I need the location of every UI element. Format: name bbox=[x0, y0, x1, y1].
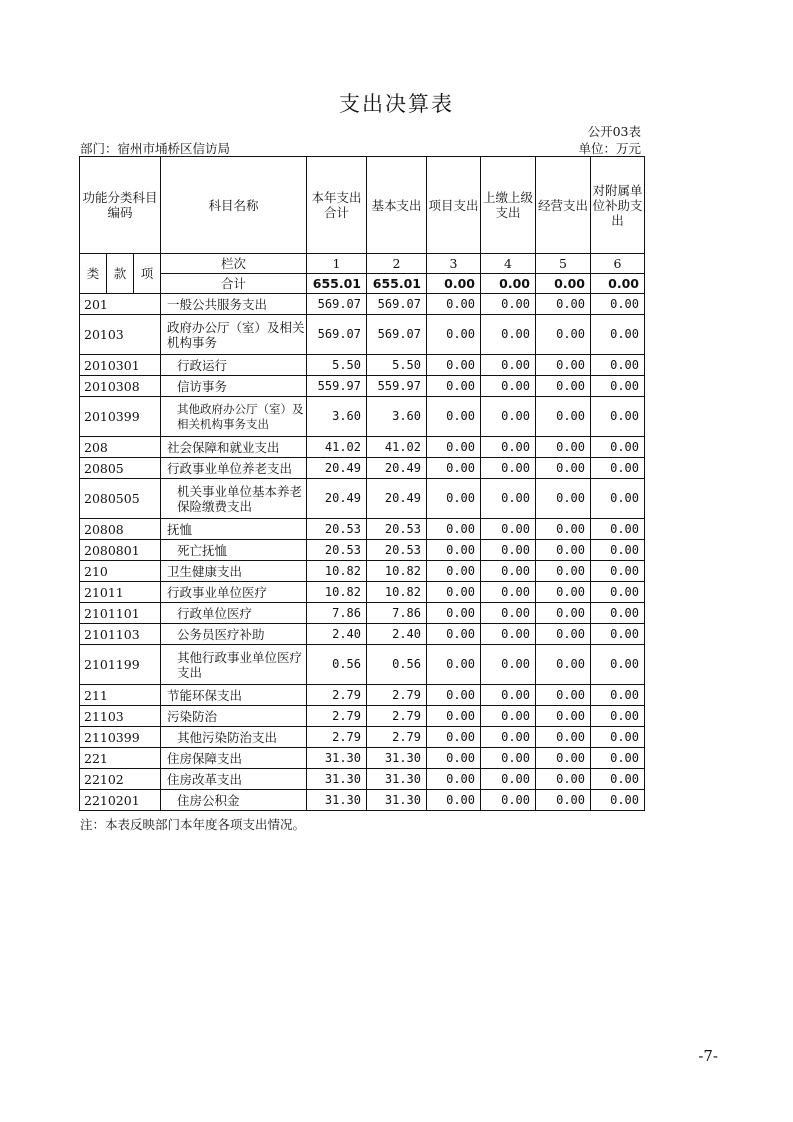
table-row bbox=[80, 540, 645, 561]
value-cell: 0.00 bbox=[481, 624, 536, 645]
subject-name: 信访事务 bbox=[161, 376, 307, 397]
value-cell: 0.00 bbox=[481, 479, 536, 519]
value-cell: 0.00 bbox=[591, 540, 645, 561]
table-row bbox=[80, 561, 645, 582]
subject-code: 2080505 bbox=[80, 479, 161, 519]
value-cell: 7.86 bbox=[307, 603, 367, 624]
value-cell: 0.00 bbox=[481, 582, 536, 603]
value-cell: 0.00 bbox=[427, 519, 481, 540]
column-index: 5 bbox=[536, 254, 591, 274]
value-cell: 0.00 bbox=[481, 727, 536, 748]
table-row bbox=[80, 748, 645, 769]
subject-code: 2101101 bbox=[80, 603, 161, 624]
subject-code: 2010399 bbox=[80, 397, 161, 437]
value-cell: 0.00 bbox=[427, 458, 481, 479]
value-cell: 2.40 bbox=[367, 624, 427, 645]
value-cell: 0.00 bbox=[591, 315, 645, 355]
subject-code: 21103 bbox=[80, 706, 161, 727]
value-cell: 0.00 bbox=[591, 376, 645, 397]
subject-code: 22102 bbox=[80, 769, 161, 790]
department-label: 部门：宿州市埇桥区信访局 bbox=[80, 141, 231, 156]
column-index: 3 bbox=[427, 254, 481, 274]
value-cell: 0.00 bbox=[536, 458, 591, 479]
total-value: 0.00 bbox=[536, 274, 591, 294]
value-cell: 0.00 bbox=[481, 645, 536, 685]
value-cell: 0.00 bbox=[481, 540, 536, 561]
value-cell: 0.00 bbox=[591, 706, 645, 727]
value-cell: 20.53 bbox=[367, 519, 427, 540]
column-index: 2 bbox=[367, 254, 427, 274]
value-cell: 0.00 bbox=[481, 315, 536, 355]
subject-name: 其他政府办公厅（室）及相关机构事务支出 bbox=[161, 397, 307, 437]
page-title: 支出决算表 bbox=[339, 92, 454, 116]
table-row bbox=[80, 376, 645, 397]
value-cell: 0.00 bbox=[536, 748, 591, 769]
value-cell: 0.00 bbox=[427, 582, 481, 603]
value-cell: 0.00 bbox=[591, 603, 645, 624]
value-cell: 0.56 bbox=[367, 645, 427, 685]
value-cell: 20.53 bbox=[307, 519, 367, 540]
value-cell: 559.97 bbox=[307, 376, 367, 397]
value-cell: 0.00 bbox=[481, 458, 536, 479]
value-cell: 10.82 bbox=[307, 561, 367, 582]
subject-code: 20805 bbox=[80, 458, 161, 479]
subject-code: 21011 bbox=[80, 582, 161, 603]
value-cell: 2.79 bbox=[307, 685, 367, 706]
value-cell: 0.00 bbox=[427, 437, 481, 458]
header-kuan: 款 bbox=[107, 254, 134, 294]
table-row bbox=[80, 685, 645, 706]
value-cell: 31.30 bbox=[367, 790, 427, 811]
value-cell: 0.00 bbox=[427, 561, 481, 582]
table-row bbox=[80, 479, 645, 519]
value-cell: 0.00 bbox=[481, 748, 536, 769]
value-cell: 10.82 bbox=[367, 561, 427, 582]
subject-code: 2010301 bbox=[80, 355, 161, 376]
value-cell: 0.00 bbox=[427, 540, 481, 561]
table-row bbox=[80, 582, 645, 603]
value-cell: 0.56 bbox=[307, 645, 367, 685]
subject-name: 住房公积金 bbox=[161, 790, 307, 811]
header-total-expenditure: 本年支出合计 bbox=[307, 157, 367, 254]
subject-name: 机关事业单位基本养老保险缴费支出 bbox=[161, 479, 307, 519]
value-cell: 559.97 bbox=[367, 376, 427, 397]
value-cell: 31.30 bbox=[307, 790, 367, 811]
value-cell: 0.00 bbox=[591, 458, 645, 479]
value-cell: 0.00 bbox=[481, 355, 536, 376]
value-cell: 0.00 bbox=[481, 561, 536, 582]
header-func-code: 功能分类科目编码 bbox=[80, 157, 161, 254]
value-cell: 0.00 bbox=[481, 769, 536, 790]
value-cell: 41.02 bbox=[367, 437, 427, 458]
subject-name: 社会保障和就业支出 bbox=[161, 437, 307, 458]
table-row bbox=[80, 624, 645, 645]
total-label: 合计 bbox=[161, 274, 307, 294]
value-cell: 2.79 bbox=[307, 727, 367, 748]
value-cell: 2.79 bbox=[367, 685, 427, 706]
header-column-index-label: 栏次 bbox=[161, 254, 307, 274]
value-cell: 0.00 bbox=[536, 479, 591, 519]
value-cell: 0.00 bbox=[427, 355, 481, 376]
table-row bbox=[80, 727, 645, 748]
subject-code: 201 bbox=[80, 294, 161, 315]
value-cell: 20.49 bbox=[367, 479, 427, 519]
header-subsidiary-subsidy: 对附属单位补助支出 bbox=[591, 157, 645, 254]
value-cell: 10.82 bbox=[367, 582, 427, 603]
value-cell: 0.00 bbox=[481, 603, 536, 624]
subject-code: 2210201 bbox=[80, 790, 161, 811]
value-cell: 0.00 bbox=[427, 685, 481, 706]
value-cell: 0.00 bbox=[481, 437, 536, 458]
subject-name: 住房改革支出 bbox=[161, 769, 307, 790]
subject-name: 卫生健康支出 bbox=[161, 561, 307, 582]
subject-code: 2080801 bbox=[80, 540, 161, 561]
value-cell: 0.00 bbox=[427, 603, 481, 624]
total-row bbox=[80, 274, 645, 294]
subject-code: 221 bbox=[80, 748, 161, 769]
value-cell: 0.00 bbox=[536, 624, 591, 645]
value-cell: 0.00 bbox=[536, 437, 591, 458]
value-cell: 569.07 bbox=[307, 294, 367, 315]
value-cell: 0.00 bbox=[591, 561, 645, 582]
subject-code: 211 bbox=[80, 685, 161, 706]
subject-name: 节能环保支出 bbox=[161, 685, 307, 706]
value-cell: 0.00 bbox=[591, 437, 645, 458]
subject-name: 行政事业单位医疗 bbox=[161, 582, 307, 603]
subject-name: 住房保障支出 bbox=[161, 748, 307, 769]
subject-code: 2010308 bbox=[80, 376, 161, 397]
subject-name: 死亡抚恤 bbox=[161, 540, 307, 561]
subject-code: 210 bbox=[80, 561, 161, 582]
value-cell: 0.00 bbox=[536, 790, 591, 811]
header-operating-expenditure: 经营支出 bbox=[536, 157, 591, 254]
value-cell: 0.00 bbox=[536, 645, 591, 685]
value-cell: 0.00 bbox=[481, 519, 536, 540]
subject-code: 20103 bbox=[80, 315, 161, 355]
value-cell: 20.53 bbox=[367, 540, 427, 561]
value-cell: 3.60 bbox=[367, 397, 427, 437]
value-cell: 0.00 bbox=[481, 706, 536, 727]
table-row bbox=[80, 769, 645, 790]
value-cell: 0.00 bbox=[427, 727, 481, 748]
value-cell: 0.00 bbox=[427, 315, 481, 355]
table-row bbox=[80, 519, 645, 540]
value-cell: 2.79 bbox=[367, 706, 427, 727]
column-index: 4 bbox=[481, 254, 536, 274]
value-cell: 0.00 bbox=[427, 645, 481, 685]
value-cell: 5.50 bbox=[307, 355, 367, 376]
subject-name: 行政事业单位养老支出 bbox=[161, 458, 307, 479]
value-cell: 7.86 bbox=[367, 603, 427, 624]
value-cell: 0.00 bbox=[427, 769, 481, 790]
table-row bbox=[80, 458, 645, 479]
value-cell: 0.00 bbox=[591, 294, 645, 315]
value-cell: 2.79 bbox=[307, 706, 367, 727]
value-cell: 0.00 bbox=[536, 315, 591, 355]
value-cell: 20.53 bbox=[307, 540, 367, 561]
value-cell: 31.30 bbox=[307, 748, 367, 769]
value-cell: 0.00 bbox=[536, 769, 591, 790]
value-cell: 0.00 bbox=[536, 603, 591, 624]
value-cell: 0.00 bbox=[591, 645, 645, 685]
total-value: 0.00 bbox=[481, 274, 536, 294]
value-cell: 0.00 bbox=[536, 561, 591, 582]
unit-label: 单位：万元 bbox=[578, 141, 641, 156]
value-cell: 31.30 bbox=[307, 769, 367, 790]
value-cell: 31.30 bbox=[367, 769, 427, 790]
value-cell: 0.00 bbox=[536, 582, 591, 603]
value-cell: 0.00 bbox=[536, 727, 591, 748]
value-cell: 569.07 bbox=[367, 315, 427, 355]
value-cell: 0.00 bbox=[536, 294, 591, 315]
value-cell: 20.49 bbox=[307, 458, 367, 479]
total-value: 655.01 bbox=[367, 274, 427, 294]
value-cell: 0.00 bbox=[536, 355, 591, 376]
value-cell: 0.00 bbox=[481, 376, 536, 397]
subject-name: 抚恤 bbox=[161, 519, 307, 540]
subject-code: 208 bbox=[80, 437, 161, 458]
subject-name: 其他行政事业单位医疗支出 bbox=[161, 645, 307, 685]
header-lei: 类 bbox=[80, 254, 107, 294]
value-cell: 0.00 bbox=[427, 479, 481, 519]
form-number: 公开03表 bbox=[587, 124, 641, 139]
table-row bbox=[80, 603, 645, 624]
value-cell: 0.00 bbox=[427, 397, 481, 437]
value-cell: 0.00 bbox=[481, 294, 536, 315]
value-cell: 20.49 bbox=[307, 479, 367, 519]
value-cell: 0.00 bbox=[536, 540, 591, 561]
value-cell: 0.00 bbox=[591, 685, 645, 706]
value-cell: 2.40 bbox=[307, 624, 367, 645]
value-cell: 0.00 bbox=[591, 519, 645, 540]
table-row bbox=[80, 790, 645, 811]
subject-name: 行政单位医疗 bbox=[161, 603, 307, 624]
value-cell: 0.00 bbox=[536, 397, 591, 437]
subject-code: 2101199 bbox=[80, 645, 161, 685]
value-cell: 0.00 bbox=[427, 748, 481, 769]
total-value: 655.01 bbox=[307, 274, 367, 294]
value-cell: 0.00 bbox=[427, 624, 481, 645]
value-cell: 0.00 bbox=[536, 376, 591, 397]
subject-name: 污染防治 bbox=[161, 706, 307, 727]
value-cell: 0.00 bbox=[591, 397, 645, 437]
value-cell: 0.00 bbox=[536, 706, 591, 727]
total-value: 0.00 bbox=[427, 274, 481, 294]
value-cell: 0.00 bbox=[481, 397, 536, 437]
subject-name: 政府办公厅（室）及相关机构事务 bbox=[161, 315, 307, 355]
value-cell: 0.00 bbox=[481, 790, 536, 811]
total-value: 0.00 bbox=[591, 274, 645, 294]
table-row bbox=[80, 315, 645, 355]
header-remit-superior: 上缴上级支出 bbox=[481, 157, 536, 254]
table-row bbox=[80, 645, 645, 685]
value-cell: 569.07 bbox=[307, 315, 367, 355]
subject-code: 2101103 bbox=[80, 624, 161, 645]
subject-name: 行政运行 bbox=[161, 355, 307, 376]
value-cell: 569.07 bbox=[367, 294, 427, 315]
value-cell: 0.00 bbox=[591, 727, 645, 748]
table-row bbox=[80, 437, 645, 458]
value-cell: 0.00 bbox=[591, 582, 645, 603]
subject-name: 公务员医疗补助 bbox=[161, 624, 307, 645]
value-cell: 0.00 bbox=[591, 748, 645, 769]
table-row bbox=[80, 294, 645, 315]
column-index: 6 bbox=[591, 254, 645, 274]
expenditure-table bbox=[79, 156, 645, 811]
subject-code: 20808 bbox=[80, 519, 161, 540]
subject-code: 2110399 bbox=[80, 727, 161, 748]
value-cell: 41.02 bbox=[307, 437, 367, 458]
table-row bbox=[80, 355, 645, 376]
subject-name: 其他污染防治支出 bbox=[161, 727, 307, 748]
value-cell: 0.00 bbox=[427, 376, 481, 397]
value-cell: 10.82 bbox=[307, 582, 367, 603]
value-cell: 0.00 bbox=[591, 769, 645, 790]
value-cell: 0.00 bbox=[536, 519, 591, 540]
value-cell: 0.00 bbox=[427, 706, 481, 727]
value-cell: 0.00 bbox=[591, 624, 645, 645]
value-cell: 0.00 bbox=[591, 790, 645, 811]
value-cell: 31.30 bbox=[367, 748, 427, 769]
value-cell: 0.00 bbox=[427, 294, 481, 315]
value-cell: 0.00 bbox=[591, 355, 645, 376]
page-number: -7- bbox=[698, 1047, 718, 1065]
value-cell: 5.50 bbox=[367, 355, 427, 376]
value-cell: 0.00 bbox=[481, 685, 536, 706]
header-xiang: 项 bbox=[134, 254, 161, 294]
value-cell: 3.60 bbox=[307, 397, 367, 437]
value-cell: 0.00 bbox=[427, 790, 481, 811]
value-cell: 20.49 bbox=[367, 458, 427, 479]
value-cell: 2.79 bbox=[367, 727, 427, 748]
header-subject-name: 科目名称 bbox=[161, 157, 307, 254]
table-row bbox=[80, 397, 645, 437]
subject-name: 一般公共服务支出 bbox=[161, 294, 307, 315]
footnote: 注：本表反映部门本年度各项支出情况。 bbox=[80, 817, 306, 832]
value-cell: 0.00 bbox=[591, 479, 645, 519]
column-index: 1 bbox=[307, 254, 367, 274]
header-basic-expenditure: 基本支出 bbox=[367, 157, 427, 254]
table-row bbox=[80, 706, 645, 727]
value-cell: 0.00 bbox=[536, 685, 591, 706]
header-project-expenditure: 项目支出 bbox=[427, 157, 481, 254]
